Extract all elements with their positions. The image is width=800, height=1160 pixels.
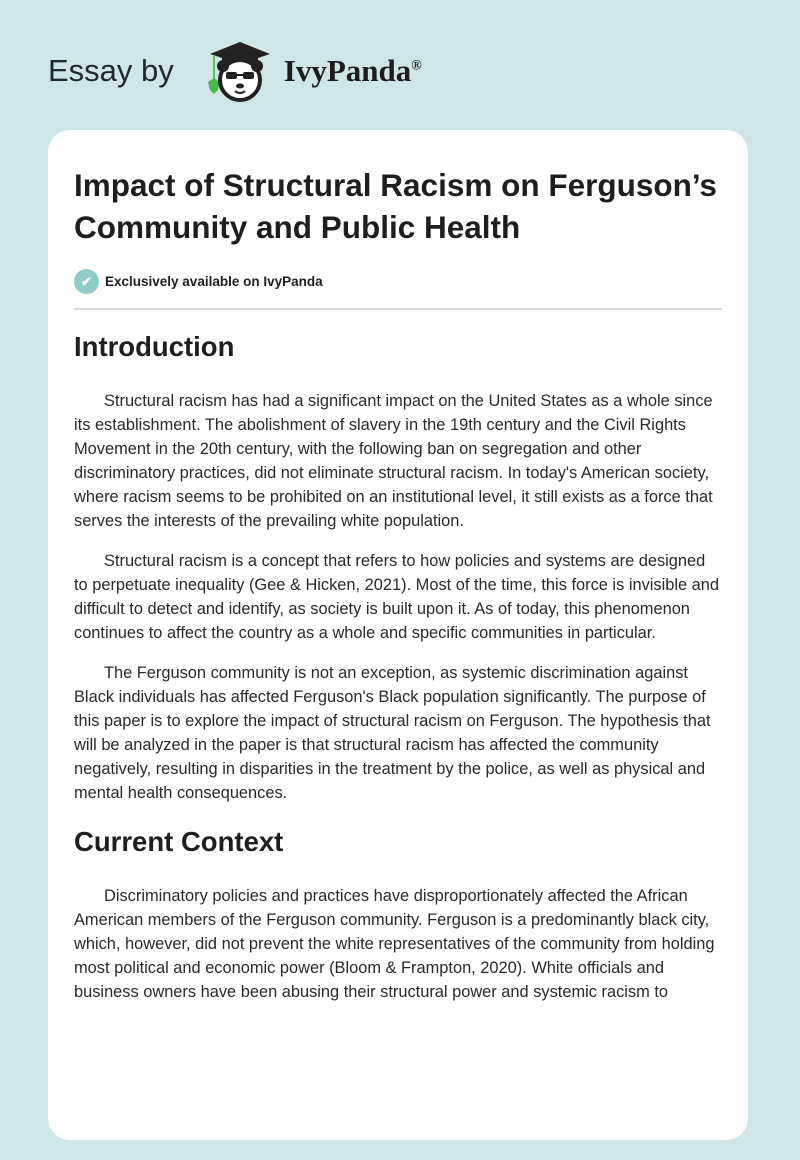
paragraph: Structural racism has had a significant impact on the United States as a whole since its establishment. The abolishment of slavery in the 19th century and the Civil Rights Movement in the 20th century, with the following ban on segregation and other discriminatory practices, did not eliminate structural racism. In today's American society, where racism seems to be prohibited on an institutional level, it still exists as a force that serves the interests of the prevailing white population. [74, 392, 713, 530]
essay-card [48, 130, 748, 1140]
registered-mark: ® [411, 58, 422, 74]
site-header [48, 36, 422, 106]
exclusive-badge-label: Exclusively available on IvyPanda [105, 274, 323, 289]
divider [74, 308, 722, 310]
exclusive-badge [74, 269, 722, 294]
paragraph: Structural racism is a concept that refers to how policies and systems are designed to perpetuate inequality (Gee & Hicken, 2021). Most of the time, this force is invisible and difficult to detect and identify, as society is built upon it. As of today, this phenomenon continues to affect the country as a whole and specific communities in particular. [74, 552, 720, 642]
paragraph: The Ferguson community is not an exception, as systemic discrimination against Black individuals has affected Ferguson's Black population significantly. The purpose of this paper is to explore the impact of structural racism on Ferguson. The hypothesis that will be analyzed in the paper is that structural racism has affected the community negatively, resulting in disparities in the treatment by the police, as well as physical and mental health consequences. [74, 664, 711, 802]
brand-text: IvyPanda [283, 53, 412, 88]
section-heading: Introduction [74, 331, 235, 362]
essay-by-label: Essay by [48, 53, 174, 88]
brand-name[interactable] [284, 53, 422, 89]
ivypanda-logo-icon[interactable] [192, 36, 278, 106]
essay-title: Impact of Structural Racism on Ferguson’s Community and Public Health [74, 167, 717, 245]
paragraph: Discriminatory policies and practices have disproportionately affected the African American members of the Ferguson community. Ferguson is a predominantly black city, which, however, did not prevent the white representatives of the community from holding most political and economic power (Bloom & Frampton, 2020). White officials and business owners have been abusing their structural power and systemic racism to [74, 887, 715, 1001]
check-icon: ✔ [74, 269, 99, 294]
section-heading: Current Context [74, 826, 284, 857]
